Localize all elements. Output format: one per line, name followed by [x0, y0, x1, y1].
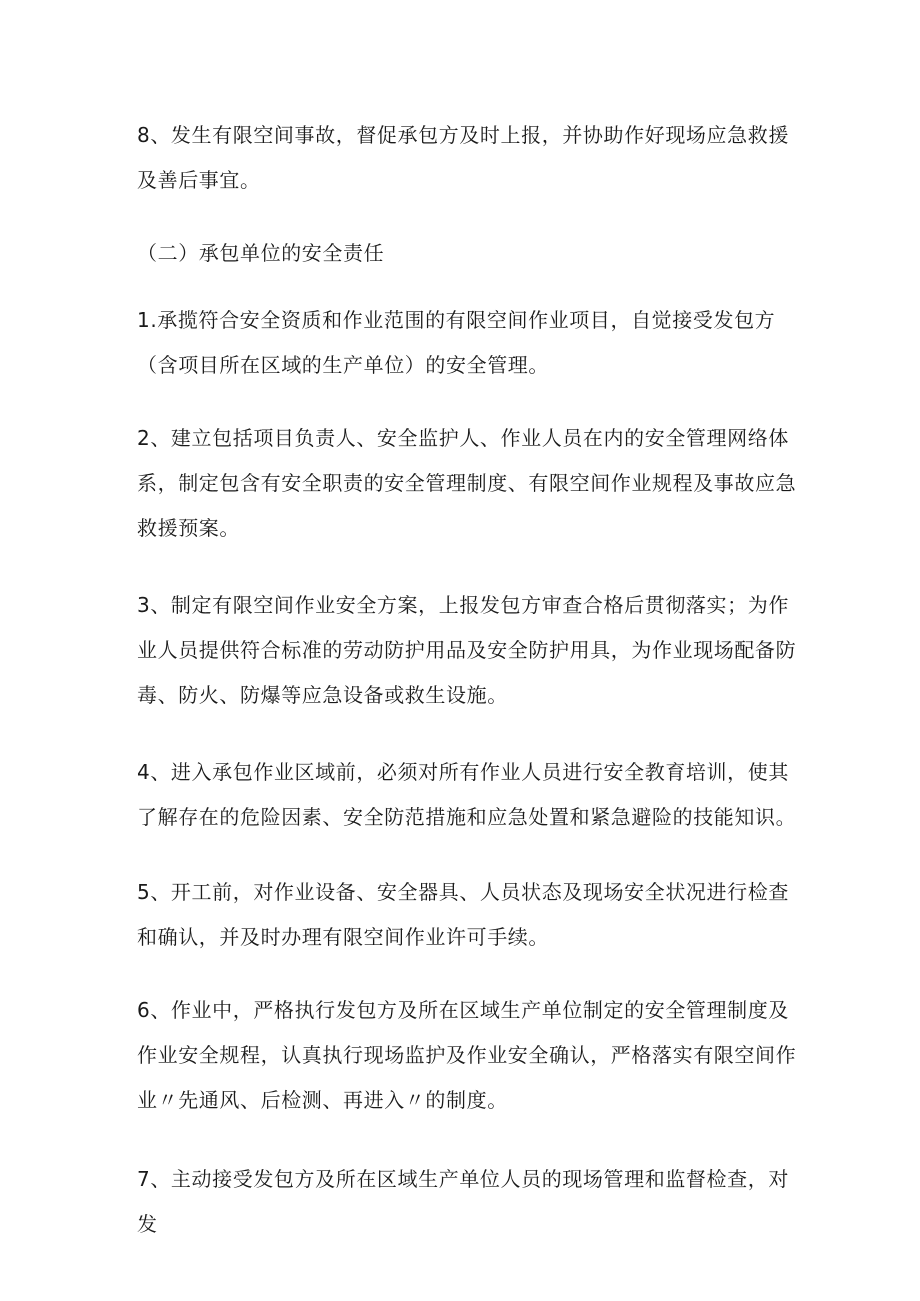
- paragraph-item-8: 8、发生有限空间事故，督促承包方及时上报，并协助作好现场应急救援及善后事宜。: [137, 123, 789, 192]
- paragraph-item-5: 5、开工前，对作业设备、安全器具、人员状态及现场安全状况进行检查和确认，并及时办理有限空间作业许可手续。: [137, 880, 789, 949]
- paragraph-item-4: 4、进入承包作业区域前，必须对所有作业人员进行安全教育培训，使其了解存在的危险因素、安全防范措施和应急处置和紧急避险的技能知识。: [137, 760, 797, 829]
- section-heading: （二）承包单位的安全责任: [137, 241, 385, 265]
- paragraph-item-2: 2、建立包括项目负责人、安全监护人、作业人员在内的安全管理网络体系，制定包含有安全职责的安全管理制度、有限空间作业规程及事故应急救援预案。: [137, 426, 797, 540]
- paragraph-item-6: 6、作业中，严格执行发包方及所在区域生产单位制定的安全管理制度及作业安全规程，认真执行现场监护及作业安全确认，严格落实有限空间作业〃先通风、后检测、再进入〃的制度。: [137, 998, 797, 1112]
- paragraph-item-7: 7、主动接受发包方及所在区域生产单位人员的现场管理和监督检查，对发: [137, 1167, 789, 1236]
- paragraph-item-3: 3、制定有限空间作业安全方案，上报发包方审查合格后贯彻落实；为作业人员提供符合标准的劳动防护用品及安全防护用具，为作业现场配备防毒、防火、防爆等应急设备或救生设施。: [137, 593, 797, 707]
- paragraph-item-1: 1.承揽符合安全资质和作业范围的有限空间作业项目，自觉接受发包方（含项目所在区域的生产单位）的安全管理。: [137, 308, 776, 377]
